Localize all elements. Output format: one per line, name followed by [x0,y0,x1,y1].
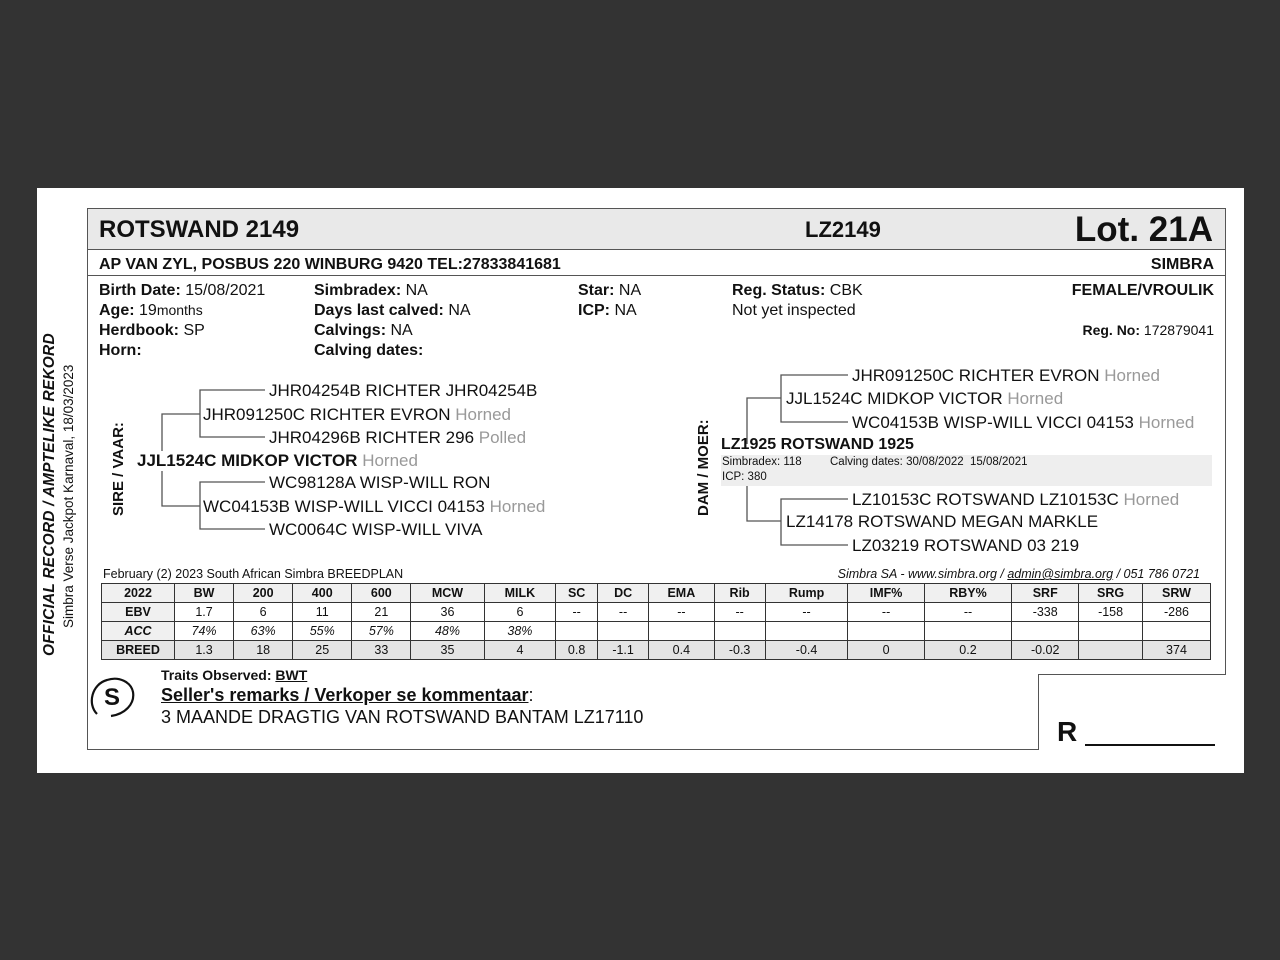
price-label: R [1057,716,1078,747]
table-header-cell: Rib [714,584,765,603]
table-cell: -338 [1012,603,1079,622]
table-cell: 0.8 [556,641,598,660]
dam-sire-sire: JHR091250C RICHTER EVRON Horned [852,366,1161,385]
table-header-cell: MCW [411,584,484,603]
sire-sire-dam: JHR04296B RICHTER 296 Polled [269,428,527,447]
official-record-label: OFFICIAL RECORD / AMPTELIKE REKORD [41,333,58,656]
sire: JJL1524C MIDKOP VICTOR Horned [137,451,418,470]
table-cell [924,622,1011,641]
breed-label: SIMBRA [1150,256,1214,273]
table-cell: 55% [293,622,352,641]
table-cell: 0 [848,641,924,660]
dam-icp: ICP: 380 [722,471,767,483]
table-cell [1079,641,1143,660]
table-row-ebv [102,603,1211,622]
table-cell: 74% [175,622,234,641]
breedplan-title: February (2) 2023 South African Simbra BREEDPLAN [103,567,404,581]
table-cell: 36 [411,603,484,622]
birth-date: Birth Date: 15/08/2021 [99,282,266,299]
dam-name: LZ1925 ROTSWAND 1925 [721,436,914,453]
table-cell [556,622,598,641]
table-cell: -- [848,603,924,622]
table-cell: 1.3 [175,641,234,660]
table-cell: -0.02 [1012,641,1079,660]
table-header-cell: MILK [484,584,556,603]
simbradex: Simbradex: NA [314,282,428,299]
table-header-row [102,584,1211,603]
price-input-line[interactable] [1085,744,1215,746]
table-cell: 63% [234,622,293,641]
table-header-cell: 600 [352,584,411,603]
table-cell: 25 [293,641,352,660]
reg-no: Reg. No: 172879041 [1082,322,1214,338]
simbra-s-logo [89,674,135,720]
dam-dam-dam: LZ03219 ROTSWAND 03 219 [852,536,1080,555]
email-link[interactable]: admin@simbra.org [1007,567,1114,581]
table-header-cell: 2022 [102,584,175,603]
event-label: Simbra Verse Jackpot Karnaval, 18/03/2023 [61,364,76,628]
table-cell: 1.7 [175,603,234,622]
table-cell [1079,622,1143,641]
herdbook: Herdbook: SP [99,322,205,339]
dam-dam-sire: LZ10153C ROTSWAND LZ10153C Horned [852,490,1180,509]
table-cell: 48% [411,622,484,641]
table-cell: 6 [234,603,293,622]
calvings: Calvings: NA [314,322,413,339]
sire-dam-sire: WC98128A WISP-WILL RON [269,473,491,492]
table-cell: 35 [411,641,484,660]
table-header-cell: 400 [293,584,352,603]
seller-remarks-title: Seller's remarks / Verkoper se kommentaar: [161,685,534,705]
table-cell: -- [714,603,765,622]
star: Star: NA [578,282,642,299]
table-cell: -- [556,603,598,622]
table-header-cell: EMA [649,584,714,603]
table-cell: 0.2 [924,641,1011,660]
table-cell [1012,622,1079,641]
table-cell: -1.1 [598,641,649,660]
dam-simbradex: Simbradex: 118 [722,456,802,468]
sire-dam-dam: WC0064C WISP-WILL VIVA [269,520,483,539]
dam-calving-dates: Calving dates: 30/08/2022 15/08/2021 [830,456,1028,468]
table-cell [765,622,848,641]
table-cell: 57% [352,622,411,641]
table-header-cell: Rump [765,584,848,603]
animal-code: LZ2149 [805,217,881,242]
table-header-cell: RBY% [924,584,1011,603]
table-cell: 18 [234,641,293,660]
table-cell [714,622,765,641]
table-cell: -286 [1142,603,1210,622]
table-header-cell: 200 [234,584,293,603]
table-cell: 374 [1142,641,1210,660]
table-row-label: EBV [102,603,175,622]
table-cell: -158 [1079,603,1143,622]
table-header-cell: SRF [1012,584,1079,603]
table-cell: 0.4 [649,641,714,660]
table-header-cell: DC [598,584,649,603]
table-cell [649,622,714,641]
traits-observed: Traits Observed: BWT [161,667,308,683]
sire-sire-sire: JHR04254B RICHTER JHR04254B [269,381,538,400]
table-cell: -- [924,603,1011,622]
table-header-cell: SRW [1142,584,1210,603]
table-header-cell: BW [175,584,234,603]
table-cell: -- [765,603,848,622]
dam-sire-dam: WC04153B WISP-WILL VICCI 04153 Horned [852,413,1195,432]
breedplan-table [101,583,1211,660]
table-cell: -0.3 [714,641,765,660]
table-cell: -- [649,603,714,622]
dam-side-label: DAM / MOER: [695,419,712,516]
owner-line: AP VAN ZYL, POSBUS 220 WINBURG 9420 TEL:27833841681 [99,256,561,273]
calving-dates-label: Calving dates: [314,342,424,359]
table-row-label: BREED [102,641,175,660]
sire-sire: JHR091250C RICHTER EVRON Horned [203,405,512,424]
table-cell: 21 [352,603,411,622]
table-row-label: ACC [102,622,175,641]
seller-remarks-text: 3 MAANDE DRAGTIG VAN ROTSWAND BANTAM LZ17110 [161,707,644,727]
lot-number: Lot. 21A [1074,210,1213,249]
table-cell: 38% [484,622,556,641]
table-cell: -0.4 [765,641,848,660]
svg-text:S: S [103,684,121,711]
animal-name: ROTSWAND 2149 [99,216,300,243]
sex-label: FEMALE/VROULIK [1071,282,1214,299]
sire-dam: WC04153B WISP-WILL VICCI 04153 Horned [203,497,546,516]
table-cell: 11 [293,603,352,622]
table-cell [848,622,924,641]
table-header-cell: IMF% [848,584,924,603]
sire-side-label: SIRE / VAAR: [110,422,127,516]
table-cell [598,622,649,641]
table-cell: 4 [484,641,556,660]
table-header-cell: SRG [1079,584,1143,603]
icp: ICP: NA [578,302,637,319]
table-cell: 6 [484,603,556,622]
table-cell: 33 [352,641,411,660]
dam-dam: LZ14178 ROTSWAND MEGAN MARKLE [786,512,1099,531]
table-row-breed [102,641,1211,660]
dam-sire: JJL1524C MIDKOP VICTOR Horned [786,389,1064,408]
reg-status: Reg. Status: CBK [732,282,863,299]
days-last-calved: Days last calved: NA [314,302,471,319]
table-row-acc [102,622,1211,641]
lot-card [37,188,1244,773]
table-header-cell: SC [556,584,598,603]
table-cell [1142,622,1210,641]
inspection-status: Not yet inspected [732,302,856,319]
table-cell: -- [598,603,649,622]
horn-label: Horn: [99,342,142,359]
age: Age: 19months [99,302,203,319]
breedplan-contact: Simbra SA - www.simbra.org / admin@simbra.org / 051 786 0721 [837,567,1200,581]
